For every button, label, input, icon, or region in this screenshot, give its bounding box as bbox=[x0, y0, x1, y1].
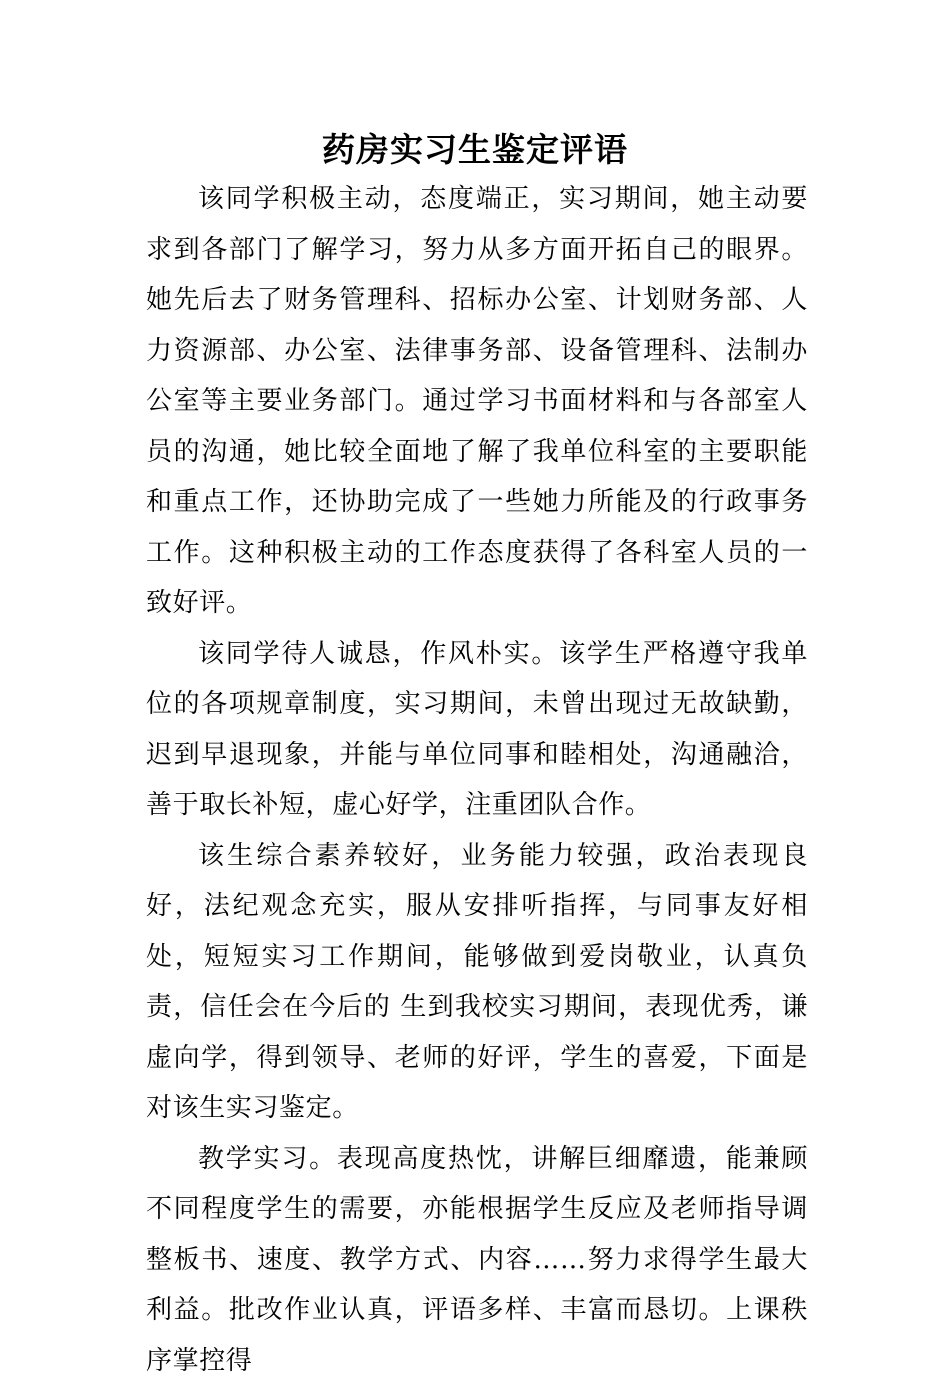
paragraph-3: 该生综合素养较好，业务能力较强，政治表现良好，法纪观念充实，服从安排听指挥，与同事友好相处，短短实习工作期间，能够做到爱岗敬业，认真负责，信任会在今后的 生到我校实习期间，表现优秀，谦虚向学，得到领导、老师的好评，学生的喜爱，下面是对该生实习鉴定。 bbox=[146, 831, 808, 1134]
page-title: 药房实习生鉴定评语 bbox=[0, 126, 950, 174]
paragraph-1: 该同学积极主动，态度端正，实习期间，她主动要求到各部门了解学习，努力从多方面开拓自己的眼界。她先后去了财务管理科、招标办公室、计划财务部、人力资源部、办公室、法律事务部、设备管理科、法制办公室等主要业务部门。通过学习书面材料和与各部室人员的沟通，她比较全面地了解了我单位科室的主要职能和重点工作，还协助完成了一些她力所能及的行政事务工作。这种积极主动的工作态度获得了各科室人员的一致好评。 bbox=[146, 174, 808, 629]
paragraph-2: 该同学待人诚恳，作风朴实。该学生严格遵守我单位的各项规章制度，实习期间，未曾出现过无故缺勤，迟到早退现象，并能与单位同事和睦相处，沟通融洽，善于取长补短，虚心好学，注重团队合作。 bbox=[146, 629, 808, 831]
paragraph-4: 教学实习。表现高度热忱，讲解巨细靡遗，能兼顾不同程度学生的需要，亦能根据学生反应及老师指导调整板书、速度、教学方式、内容……努力求得学生最大利益。批改作业认真，评语多样、丰富而恳切。上课秩序掌控得 bbox=[146, 1134, 808, 1386]
document-body bbox=[146, 174, 808, 1386]
